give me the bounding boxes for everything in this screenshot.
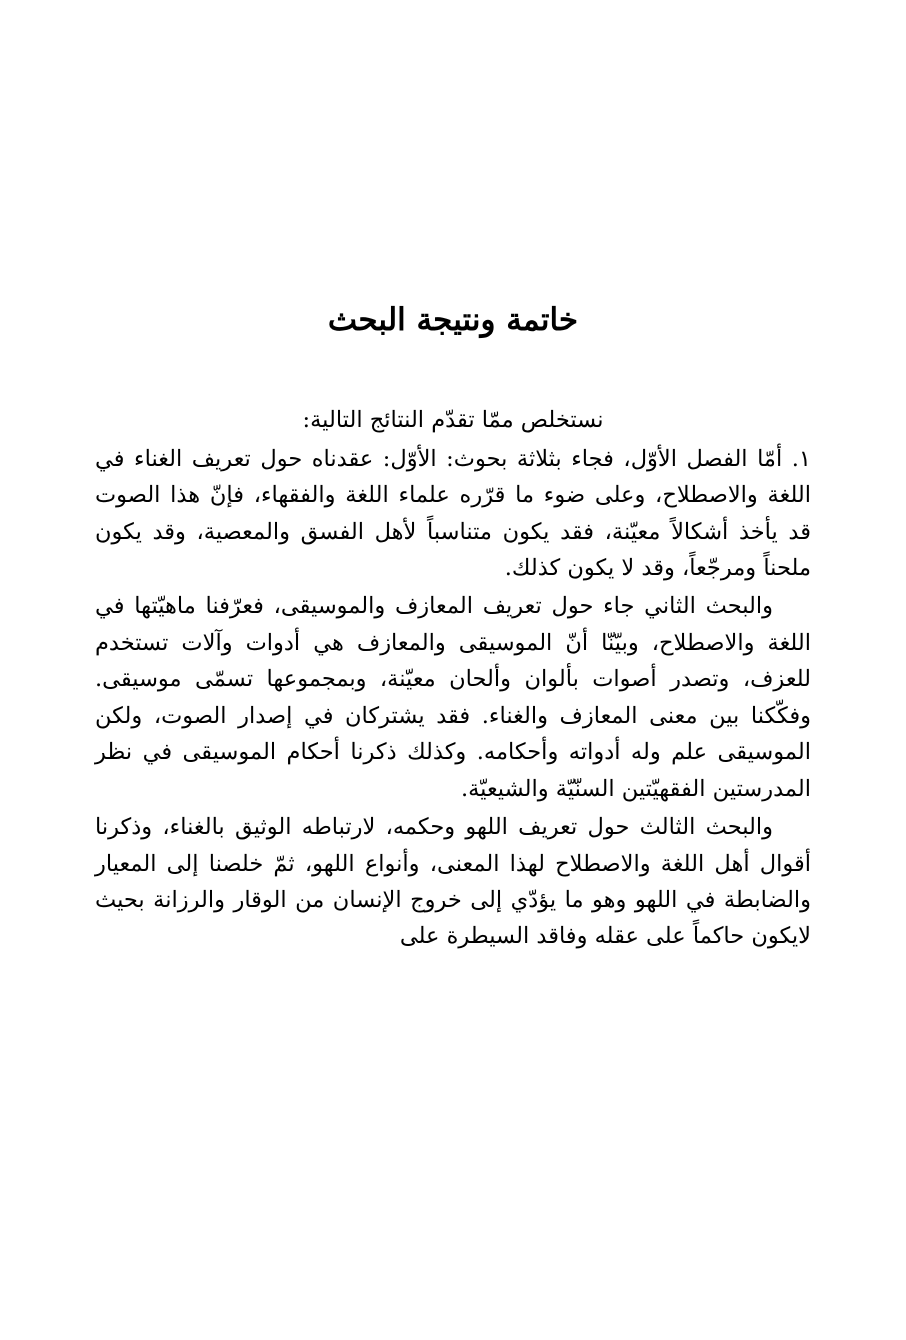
paragraph-result-3: والبحث الثالث حول تعريف اللهو وحكمه، لارتباطه الوثيق بالغناء، وذكرنا أقوال أهل اللغة والاصطلاح لهذا المعنى، وأنواع اللهو، ثمّ خلصنا إلى المعيار والضابطة في اللهو وهو ما يؤدّي إلى خروج الإنسان من الوقار والرزانة بحيث لايكون حاكماً على عقله وفاقد السيطرة على [95, 814, 811, 950]
page-title: خاتمة ونتيجة البحث [327, 302, 579, 338]
document-body [95, 402, 811, 955]
paragraph-intro: نستخلص ممّا تقدّم النتائج التالية: [302, 407, 604, 434]
paragraph-result-1: ١. أمّا الفصل الأوّل، فجاء بثلاثة بحوث: الأوّل: عقدناه حول تعريف الغناء في اللغة والاصطلاح، وعلى ضوء ما قرّره علماء اللغة والفقهاء، فإنّ هذا الصوت قد يأخذ أشكالاً معيّنة، فقد يكون متناسباً لأهل الفسق والمعصية، وقد يكون ملحناً ومرجّعاً، وقد لا يكون كذلك. [95, 445, 811, 582]
paragraph-result-2: والبحث الثاني جاء حول تعريف المعازف والموسيقى، فعرّفنا ماهيّتها في اللغة والاصطلاح، وبيّنّا أنّ الموسيقى والمعازف هي أدوات وآلات تستخدم للعزف، وتصدر أصوات بألوان وألحان معيّنة، وبمجموعها تسمّى موسيقى. وفكّكنا بين معنى المعازف والغناء. فقد يشتركان في إصدار الصوت، ولكن الموسيقى علم وله أدواته وأحكامه. وكذلك ذكرنا أحكام الموسيقى في نظر المدرستين الفقهيّتين السنّيّة والشيعيّة. [95, 593, 811, 802]
